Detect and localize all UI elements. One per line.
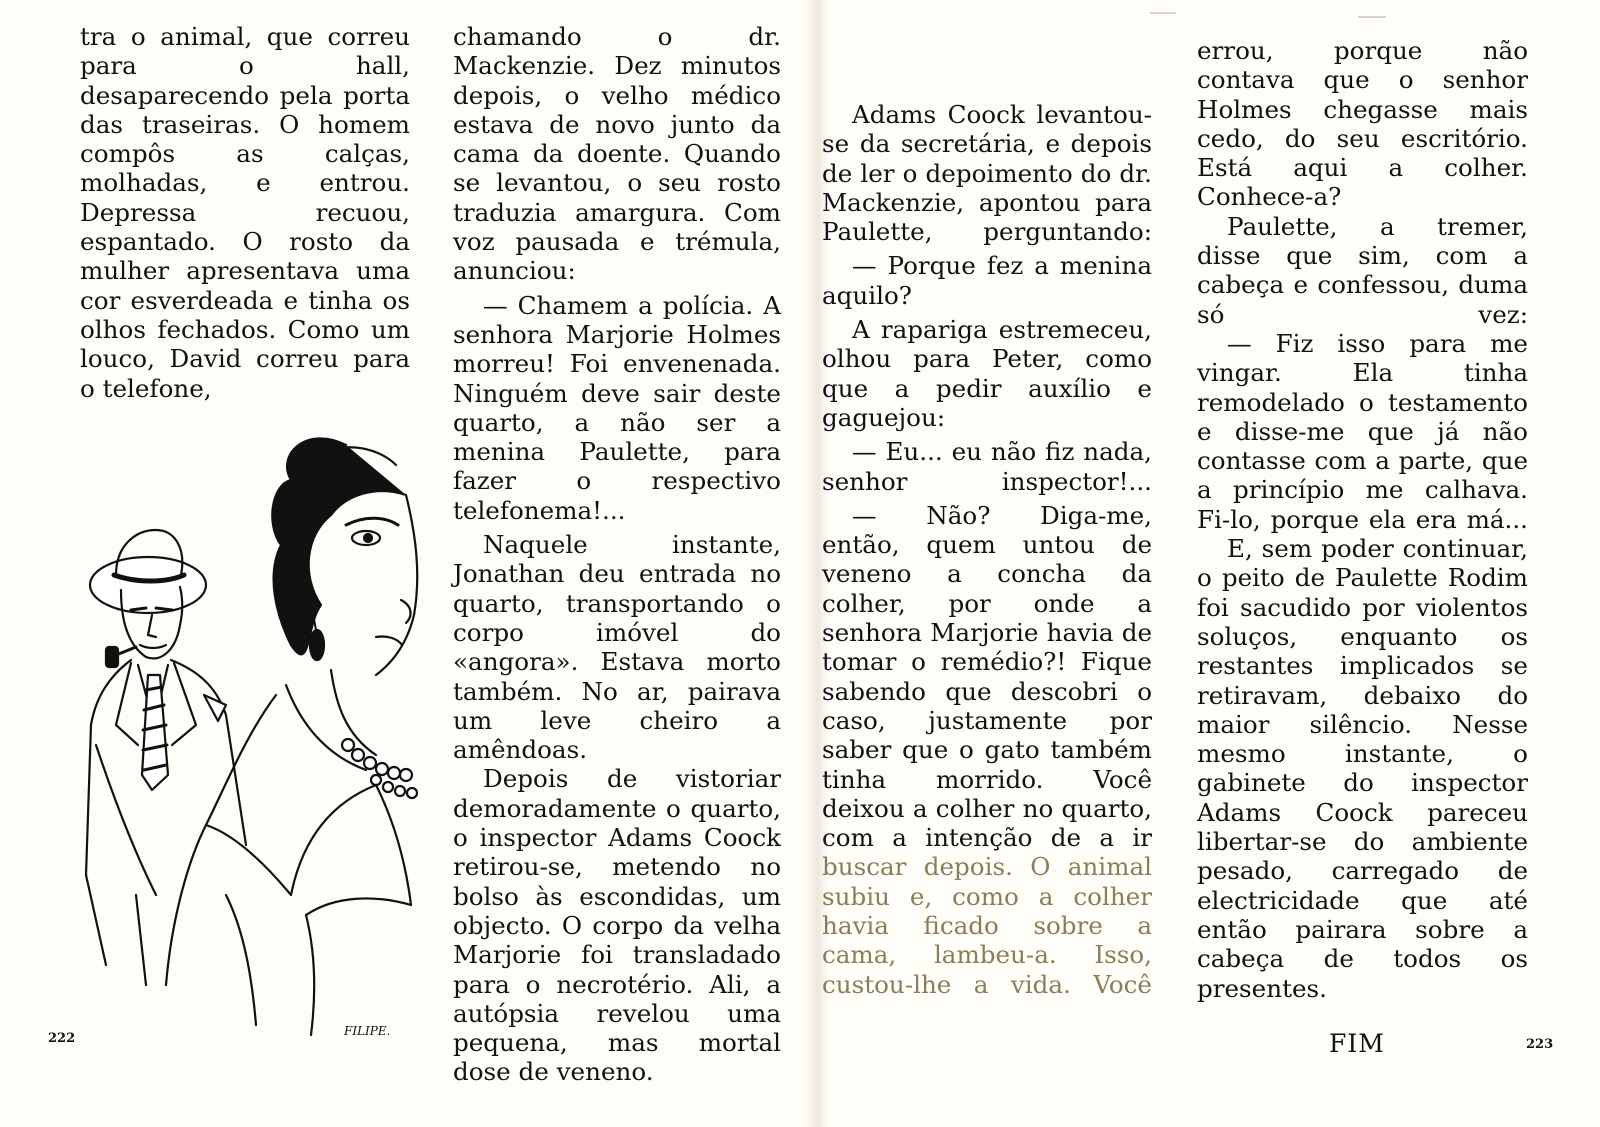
paragraph: Depois de vistoriar demoradamente o quarto, o inspector Adams Coock retirou-se, metendo no bolso às escondidas, um objecto. O corpo da velha Marjorie foi transladado para o necrotério. Ali, a autópsia revelou uma pequena, mas mortal dose de veneno. [453, 764, 781, 1087]
paragraph: — Eu... eu não fiz nada, senhor inspector!... [822, 437, 1152, 496]
paragraph: A rapariga estremeceu, olhou para Peter, como que a pedir auxílio e gaguejou: [822, 315, 1152, 432]
paragraph: — Fiz isso para me vingar. Ela tinha remodelado o testamento e disse-me que já não contasse com a parte, que a princípio me calhava. Fi-lo, porque ela era má... [1197, 328, 1528, 534]
paragraph-part: — Não? Diga-me, então, quem untou de veneno a concha da colher, por onde a senhora Marjorie havia de tomar o remédio?! Fique sabendo que descobri o caso, justamente por saber que o gato também tinha morrido. Você deixou a colher no quarto, com a intenção de a ir [822, 500, 1152, 853]
paragraph: tra o animal, que correu para o hall, desaparecendo pela porta das traseiras. O homem compôs as calças, molhadas, e entrou. Depressa recuou, espantado. O rosto da mulher apresentava uma cor esverdeada e tinha os olhos fechados. Como um louco, David correu para o telefone, [80, 22, 410, 403]
detective-and-woman-illustration [76, 425, 421, 1050]
top-rule [1358, 16, 1386, 18]
paragraph: Naquele instante, Jonathan deu entrada no quarto, transportando o corpo imóvel do «angora». Estava morto também. No ar, pairava um leve cheiro a amêndoas. [453, 530, 781, 765]
paragraph [822, 501, 1152, 999]
right-page-column-1 [822, 100, 1152, 999]
paragraph: errou, porque não contava que o senhor Holmes chegasse mais cedo, do seu escritório. Está aqui a colher. Conhece-a? [1197, 36, 1528, 212]
faded-text: buscar depois. O animal subiu e, como a colher havia ficado sobre a cama, lambeu-a. Isso, custou-lhe a vida. Você [822, 852, 1152, 999]
page-number-right: 223 [1526, 1037, 1554, 1052]
right-page-column-2 [1197, 36, 1528, 1003]
paragraph: Adams Coock levantou-se da secretária, e depois de ler o depoimento do dr. Mackenzie, apontou para Paulette, perguntando: [822, 100, 1152, 247]
left-page-column-2 [453, 22, 781, 1087]
paragraph: — Chamem a polícia. A senhora Marjorie Holmes morreu! Foi envenenada. Ninguém deve sair deste quarto, a não ser a menina Paulette, para fazer o respectivo telefonema!... [453, 290, 781, 525]
paragraph: E, sem poder continuar, o peito de Paulette Rodim foi sacudido por violentos soluços, enquanto os restantes implicados se retiravam, debaixo do maior silêncio. Nesse mesmo instante, o gabinete do inspector Adams Coock pareceu libertar-se do ambiente pesado, carregado de electricidade que até então pairara sobre a cabeça de todos os presentes. [1197, 534, 1528, 1003]
top-rule [1150, 12, 1176, 14]
left-page-column-1 [80, 22, 410, 403]
page-number-left: 222 [48, 1031, 76, 1046]
illustration-signature: FILIPE. [344, 1024, 391, 1038]
end-mark: FIM [1329, 1029, 1385, 1058]
paragraph: chamando o dr. Mackenzie. Dez minutos depois, o velho médico estava de novo junto da cama da doente. Quando se levantou, o seu rosto traduzia amargura. Com voz pausada e trémula, anunciou: [453, 22, 781, 286]
paragraph: Paulette, a tremer, disse que sim, com a cabeça e confessou, duma só vez: [1197, 211, 1528, 329]
paragraph: — Porque fez a menina aquilo? [822, 251, 1152, 310]
